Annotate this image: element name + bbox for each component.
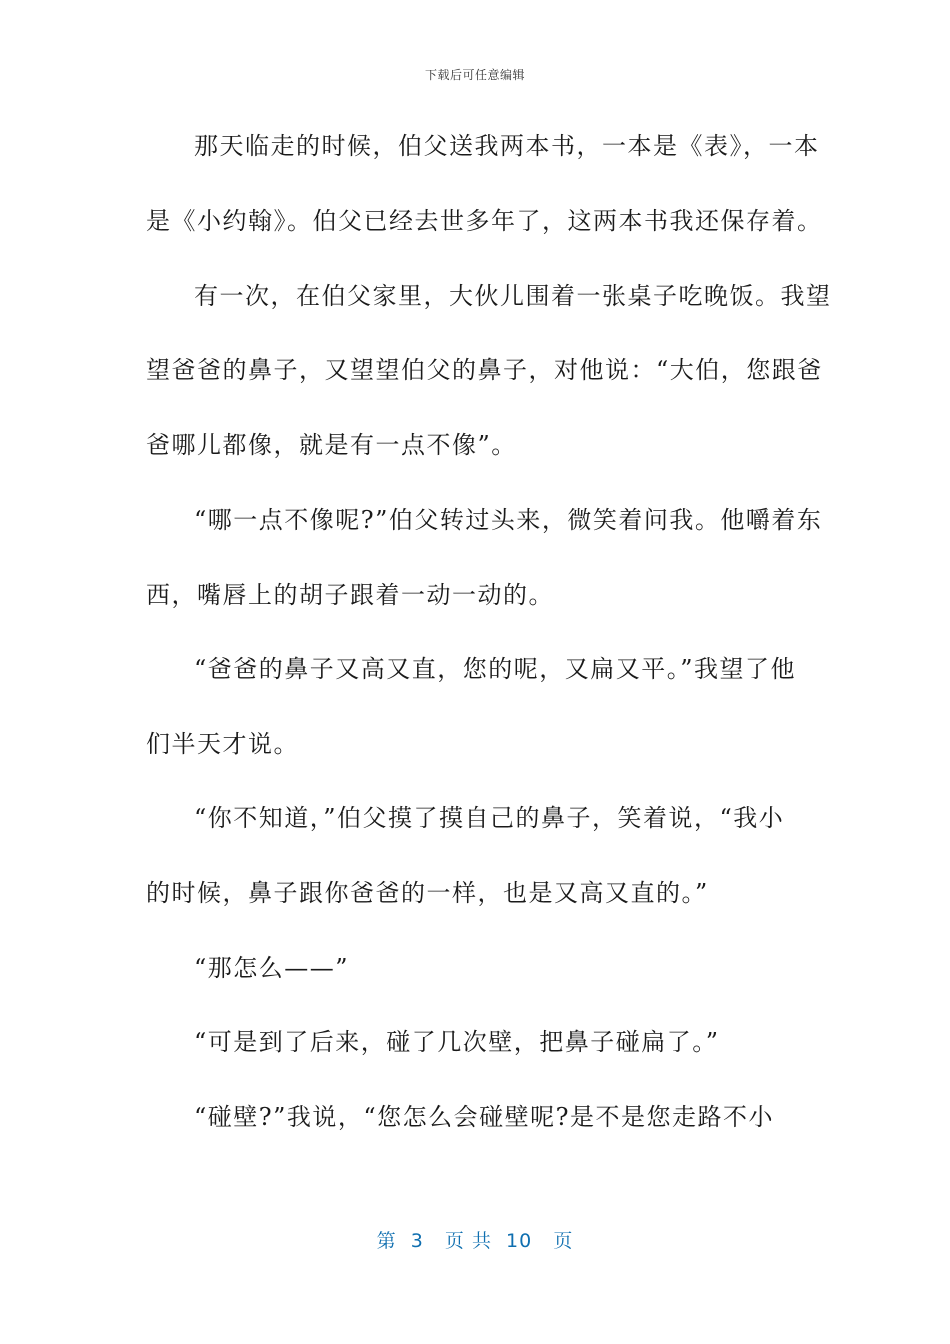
text-line: 有一次，在伯父家里，大伙儿围着一张桌子吃晚饭。我望 — [194, 282, 832, 310]
text-line: 爸哪儿都像，就是有一点不像”。 — [146, 431, 517, 459]
text-line: 的时候，鼻子跟你爸爸的一样，也是又高又直的。” — [146, 879, 709, 907]
text-line: “可是到了后来，碰了几次壁，把鼻子碰扁了。” — [194, 1028, 720, 1056]
text-line: 们半天才说。 — [146, 730, 299, 758]
text-line: 那天临走的时候，伯父送我两本书，一本是《表》，一本 — [194, 132, 820, 160]
text-line: “那怎么——” — [194, 954, 350, 982]
text-line: “哪一点不像呢?”伯父转过头来，微笑着问我。他嚼着东 — [194, 506, 823, 534]
text-line: 是《小约翰》。伯父已经去世多年了，这两本书我还保存着。 — [146, 207, 823, 235]
text-line: “碰壁?”我说，“您怎么会碰壁呢?是不是您走路不小 — [194, 1103, 775, 1131]
text-line: 望爸爸的鼻子，又望望伯父的鼻子，对他说：“大伯，您跟爸 — [146, 356, 823, 384]
page-footer: 第 3 页 共 10 页 — [376, 1230, 574, 1252]
text-line: “你不知道，”伯父摸了摸自己的鼻子，笑着说，“我小 — [194, 804, 785, 832]
text-line: 西，嘴唇上的胡子跟着一动一动的。 — [146, 581, 554, 609]
text-line: “爸爸的鼻子又高又直，您的呢，又扁又平。”我望了他 — [194, 655, 797, 683]
page-header: 下载后可任意编辑 — [424, 68, 525, 82]
